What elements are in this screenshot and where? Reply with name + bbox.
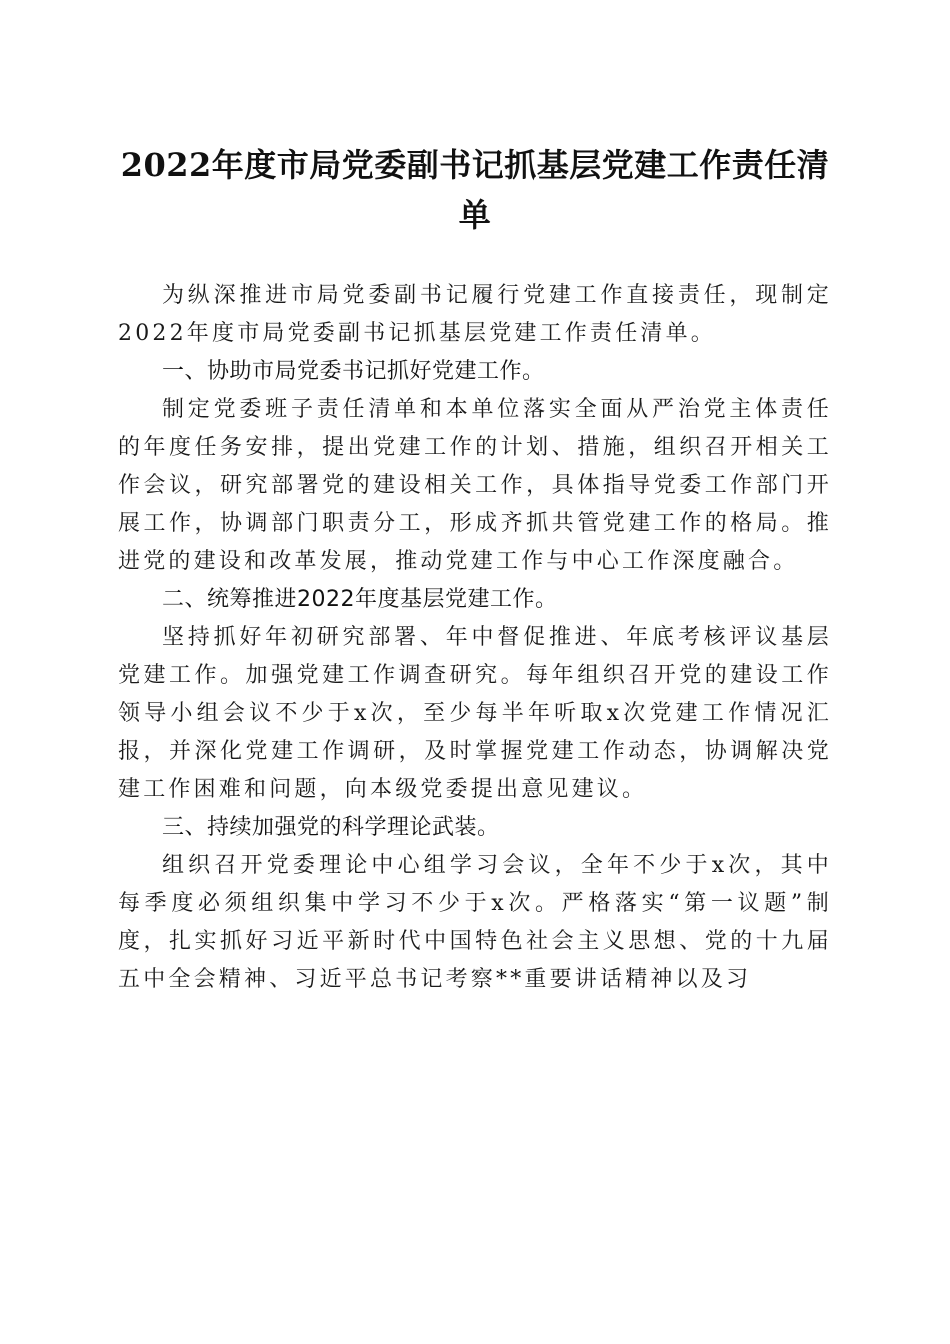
document-body xyxy=(118,277,832,999)
section-body-3: 组织召开党委理论中心组学习会议，全年不少于x次，其中每季度必须组织集中学习不少于x次。严格落实“第一议题”制度，扎实抓好习近平新时代中国特色社会主义思想、党的十九届五中全会精神、习近平总书记考察**重要讲话精神以及习 xyxy=(118,853,832,992)
document-title: 2022年度市局党委副书记抓基层党建工作责任清单 xyxy=(120,146,830,234)
section-body-1: 制定党委班子责任清单和本单位落实全面从严治党主体责任的年度任务安排，提出党建工作的计划、措施，组织召开相关工作会议，研究部署党的建设相关工作，具体指导党委工作部门开展工作，协调部门职责分工，形成齐抓共管党建工作的格局。推进党的建设和改革发展，推动党建工作与中心工作深度融合。 xyxy=(118,397,832,574)
section-body-2: 坚持抓好年初研究部署、年中督促推进、年底考核评议基层党建工作。加强党建工作调查研究。每年组织召开党的建设工作领导小组会议不少于x次，至少每半年听取x次党建工作情况汇报，并深化党建工作调研，及时掌握党建工作动态，协调解决党建工作困难和问题，向本级党委提出意见建议。 xyxy=(118,625,832,802)
section-heading-1: 一、协助市局党委书记抓好党建工作。 xyxy=(162,359,545,384)
section-heading-2: 二、统筹推进2022年度基层党建工作。 xyxy=(162,587,558,612)
intro-paragraph: 为纵深推进市局党委副书记履行党建工作直接责任，现制定2022年度市局党委副书记抓基层党建工作责任清单。 xyxy=(118,283,832,346)
section-heading-3: 三、持续加强党的科学理论武装。 xyxy=(162,815,500,840)
